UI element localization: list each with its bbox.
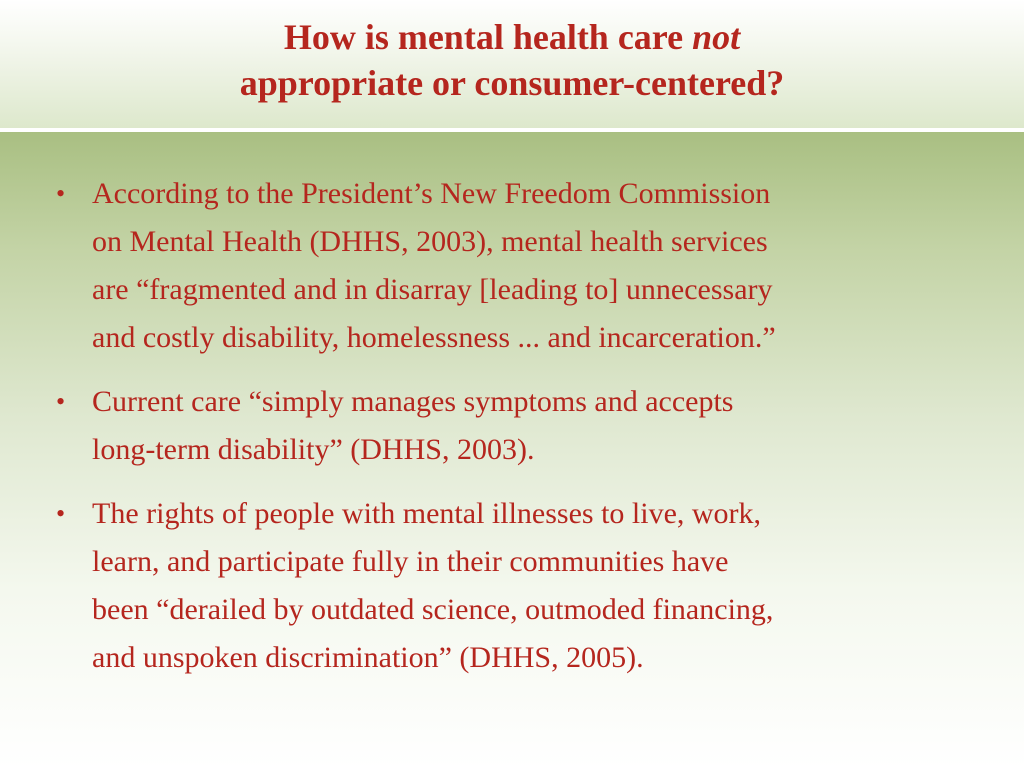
bullet-text (92, 378, 972, 474)
bullet-line: learn, and participate fully in their communities have (92, 545, 729, 578)
bullet-line: The rights of people with mental illnesses to live, work, (92, 497, 762, 530)
bullet-line: are “fragmented and in disarray [leading to] unnecessary (92, 273, 773, 306)
bullet-text (92, 170, 972, 362)
bullet-item (0, 170, 972, 362)
bullet-text (92, 490, 972, 682)
bullet-line: Current care “simply manages symptoms and accepts (92, 385, 734, 418)
bullet-list (0, 170, 1024, 682)
bullet-line: and unspoken discrimination” (DHHS, 2005). (92, 641, 644, 674)
slide-title-line-1 (0, 14, 1024, 60)
bullet-marker: • (56, 499, 66, 528)
bullet-marker: • (56, 387, 66, 416)
slide-title-line-2: appropriate or consumer-centered? (239, 63, 785, 103)
bullet-line: on Mental Health (DHHS, 2003), mental health services (92, 225, 768, 258)
bullet-item (0, 490, 972, 682)
bullet-line: long-term disability” (DHHS, 2003). (92, 433, 535, 466)
slide-title (0, 14, 1024, 106)
slide-title-text: How is mental health care (283, 17, 693, 57)
bullet-line: According to the President’s New Freedom Commission (92, 177, 771, 210)
bullet-line: and costly disability, homelessness ... and incarceration.” (92, 321, 776, 354)
slide-title-emphasis: not (692, 17, 741, 57)
bullet-item (0, 378, 972, 474)
bullet-line: been “derailed by outdated science, outmoded financing, (92, 593, 774, 626)
bullet-marker: • (56, 179, 66, 208)
